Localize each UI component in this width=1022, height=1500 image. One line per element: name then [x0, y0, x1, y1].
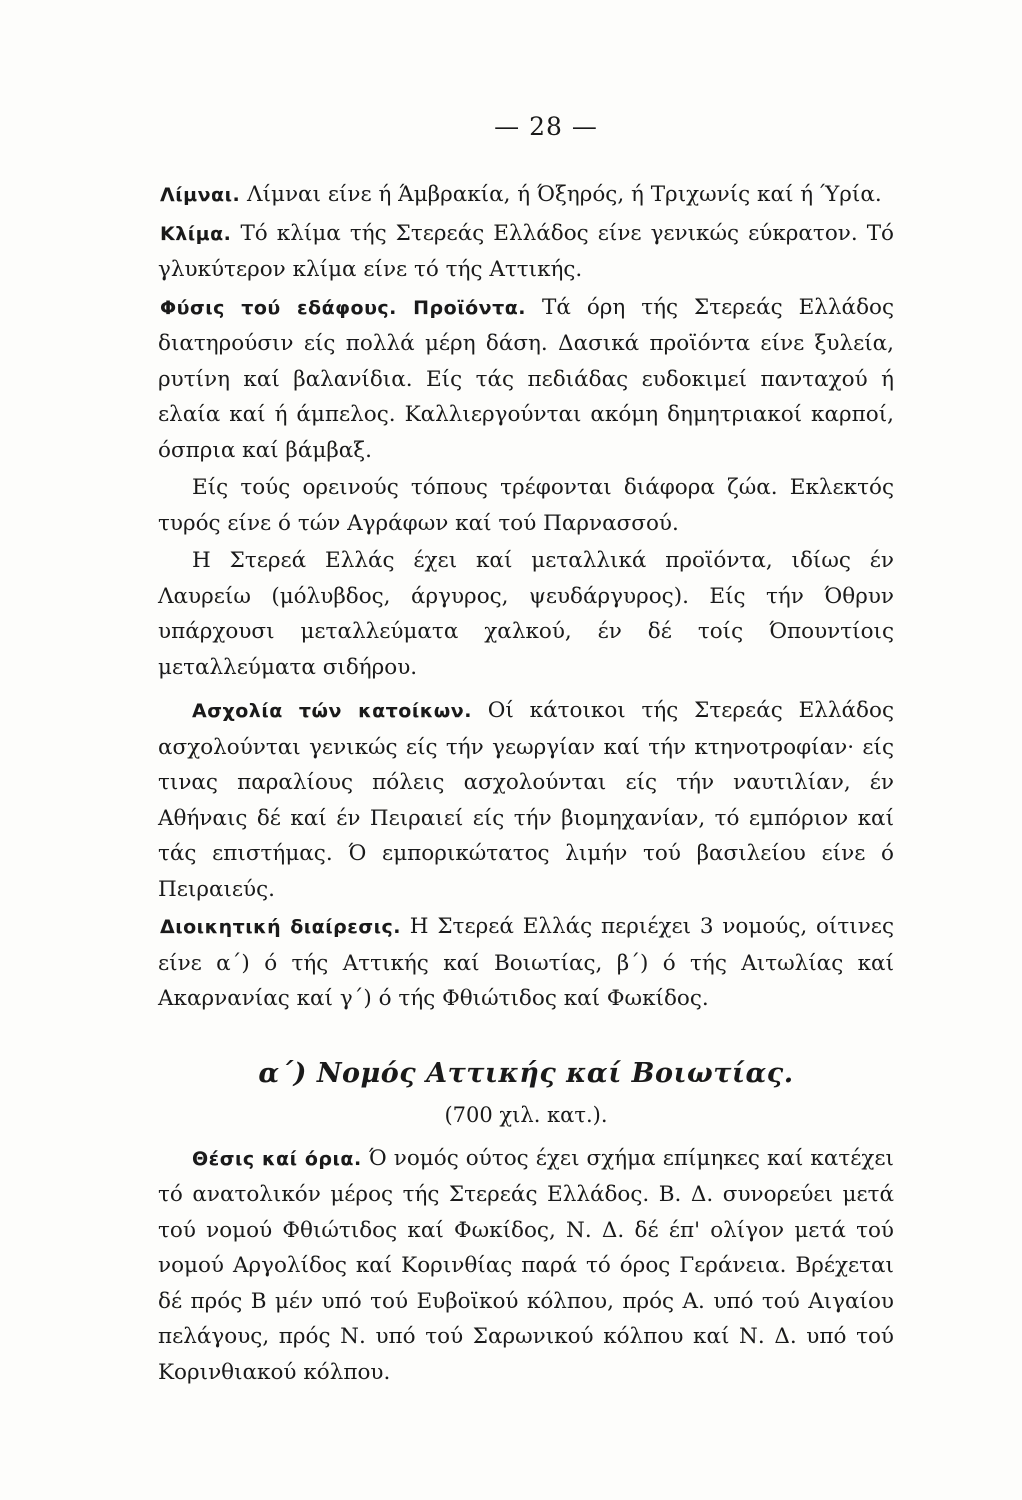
text-occupations: Οί κάτοικοι τής Στερεάς Ελλάδος ασχολούνται γενικώς είς τήν γεωργίαν καί τήν κτηνοτροφίαν· είς τινας παραλίους πόλεις ασχολούνται είς τήν ναυτιλίαν, έν Αθήναις δέ καί έν Πειραιεί είς τήν βιομηχανίαν, τό εμπόριον καί τάς επιστήμας. Ό εμπορικώτατος λιμήν τού βασιλείου είνε ό Πειραιεύς.	[158, 698, 894, 902]
section-area: (700 χιλ. κατ.).	[444, 1102, 608, 1127]
paragraph-administration	[158, 909, 894, 1017]
paragraph-minerals	[158, 543, 894, 685]
text-climate: Τό κλίμα τής Στερεάς Ελλάδος είνε γενικώς εύκρατον. Τό γλυκύτερον κλίμα είνε τό τής Αττικής.	[158, 220, 894, 282]
paragraph-lakes	[158, 177, 894, 214]
heading-position-borders: Θέσις καί όρια.	[192, 1147, 362, 1170]
heading-lakes: Λίμναι.	[160, 184, 241, 206]
section-title: α΄) Νομός Αττικής καί Βοιωτίας.	[258, 1057, 794, 1089]
heading-climate: Κλίμα.	[160, 222, 232, 245]
heading-soil-products: Φύσις τού εδάφους. Προϊόντα.	[160, 296, 526, 319]
text-administration: Η Στερεά Ελλάς περιέχει 3 νομούς, οίτινες είνε α΄) ό τής Αττικής καί Βοιωτίας, β΄) ό τής Αιτωλίας καί Ακαρνανίας καί γ΄) ό τής Φθιώτιδος καί Φωκίδος.	[158, 914, 894, 1011]
heading-administration: Διοικητική διαίρεσις.	[160, 916, 401, 938]
paragraph-animals	[158, 470, 894, 541]
heading-occupations: Ασχολία τών κατοίκων.	[192, 700, 472, 722]
page	[158, 112, 894, 1390]
page-number: — 28 —	[494, 112, 598, 141]
text-minerals: Η Στερεά Ελλάς έχει καί μεταλλικά προϊόντα, ιδίως έν Λαυρείω (μόλυβδος, άργυρος, ψευδάργυρος). Είς τήν Όθρυν υπάρχουσι μεταλλεύματα χαλκού, έν δέ τοίς Όπουντίοις μεταλλεύματα σιδήρου.	[158, 548, 894, 680]
text-animals: Είς τούς ορεινούς τόπους τρέφονται διάφορα ζώα. Εκλεκτός τυρός είνε ό τών Αγράφων καί τού Παρνασσού.	[158, 475, 894, 536]
paragraph-climate	[158, 216, 894, 288]
text-position-borders: Ό νομός ούτος έχει σχήμα επίμηκες καί κατέχει τό ανατολικόν μέρος τής Στερεάς Ελλάδος. Β. Δ. συνορεύει μετά τού νομού Φθιώτιδος καί Φωκίδος, Ν. Δ. δέ έπ' ολίγον μετά τού νομού Αργολίδος καί Κορινθίας παρά τό όρος Γεράνεια. Βρέχεται δέ πρός Β μέν υπό τού Ευβοϊκού κόλπου, πρός Α. υπό τού Αιγαίου πελάγους, πρός Ν. υπό τού Σαρωνικού κόλπου καί Ν. Δ. υπό τού Κορινθιακού κόλπου.	[158, 1145, 894, 1385]
paragraph-position-borders	[158, 1141, 894, 1391]
text-lakes: Λίμναι είνε ή Άμβρακία, ή Όξηρός, ή Τριχωνίς καί ή Ύρία.	[240, 182, 882, 207]
paragraph-soil-products	[158, 290, 894, 469]
paragraph-occupations	[158, 693, 894, 907]
text-soil-products: Τά όρη τής Στερεάς Ελλάδος διατηρούσιν είς πολλά μέρη δάση. Δασικά προϊόντα είνε ξυλεία, ρυτίνη καί βαλανίδια. Είς τάς πεδιάδας ευδοκιμεί πανταχού ή ελαία καί ή άμπελος. Καλλιεργούνται ακόμη δημητριακοί καρποί, όσπρια καί βάμβαξ.	[158, 294, 895, 463]
